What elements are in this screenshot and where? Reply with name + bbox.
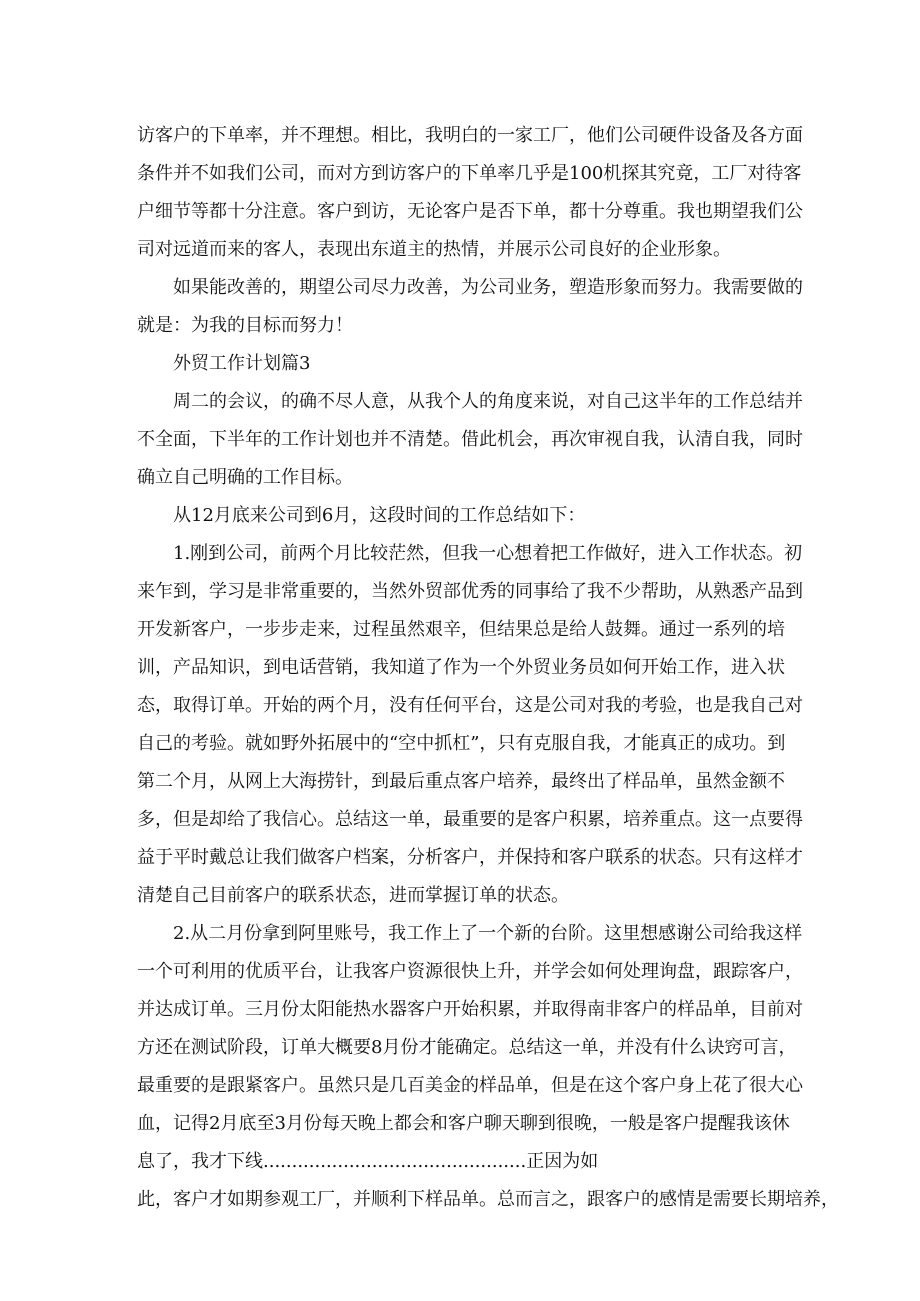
text-line: 1.刚到公司，前两个月比较茫然，但我一心想着把工作做好，进入工作状态。初 [173,543,803,564]
text-line: 开发新客户，一步步走来，过程虽然艰辛，但结果总是给人鼓舞。通过一系列的培 [137,619,785,640]
text-line: 就是：为我的目标而努力！ [137,315,353,336]
text-line: 最重要的是跟紧客户。虽然只是几百美金的样品单，但是在这个客户身上花了很大心 [137,1075,803,1096]
text-line: 从12月底来公司到6月，这段时间的工作总结如下： [173,505,586,526]
text-line: 清楚自己目前客户的联系状态，进而掌握订单的状态。 [137,885,569,906]
text-line: 不全面，下半年的工作计划也并不清楚。借此机会，再次审视自我，认清自我，同时 [137,429,803,450]
section-heading: 外贸工作计划篇3 [173,353,311,374]
text-line: 益于平时戴总让我们做客户档案，分析客户，并保持和客户联系的状态。只有这样才 [137,847,803,868]
text-line: 血，记得2月底至3月份每天晚上都会和客户聊天聊到很晚，一般是客户提醒我该休 [137,1113,790,1134]
text-line: 方还在测试阶段，订单大概要8月份才能确定。总结这一单，并没有什么诀窍可言， [137,1037,797,1058]
text-line: 如果能改善的，期望公司尽力改善，为公司业务，塑造形象而努力。我需要做的 [173,277,803,298]
text-line: 多，但是却给了我信心。总结这一单，最重要的是客户积累，培养重点。这一点要得 [137,809,803,830]
text-line: 周二的会议，的确不尽人意，从我个人的角度来说，对自己这半年的工作总结并 [173,391,803,412]
text-line: 2.从二月份拿到阿里账号，我工作上了一个新的台阶。这里想感谢公司给我这样 [173,923,803,944]
text-line: 自己的考验。就如野外拓展中的“空中抓杠”，只有克服自我，才能真正的成功。到 [137,733,786,754]
text-line: 息了，我才下线..............................................正因为如 [137,1151,599,1172]
text-line: 一个可利用的优质平台，让我客户资源很快上升，并学会如何处理询盘，跟踪客户， [137,961,803,982]
text-line: 户细节等都十分注意。客户到访，无论客户是否下单，都十分尊重。我也期望我们公 [137,201,803,222]
text-line: 第二个月，从网上大海捞针，到最后重点客户培养，最终出了样品单，虽然金额不 [137,771,785,792]
text-line: 态，取得订单。开始的两个月，没有任何平台，这是公司对我的考验，也是我自己对 [137,695,803,716]
text-line: 司对远道而来的客人，表现出东道主的热情，并展示公司良好的企业形象。 [137,239,731,260]
text-line: 并达成订单。三月份太阳能热水器客户开始积累，并取得南非客户的样品单，目前对 [137,999,803,1020]
text-line: 条件并不如我们公司，而对方到访客户的下单率几乎是100机探其究竟，工厂对待客 [137,163,802,184]
text-line: 确立自己明确的工作目标。 [137,467,353,488]
text-line: 此，客户才如期参观工厂，并顺利下样品单。总而言之，跟客户的感情是需要长期培养， [137,1189,839,1210]
text-line: 来乍到，学习是非常重要的，当然外贸部优秀的同事给了我不少帮助，从熟悉产品到 [137,581,803,602]
text-line: 训，产品知识，到电话营销，我知道了作为一个外贸业务员如何开始工作，进入状 [137,657,785,678]
text-line: 访客户的下单率，并不理想。相比，我明白的一家工厂，他们公司硬件设备及各方面 [137,125,803,146]
